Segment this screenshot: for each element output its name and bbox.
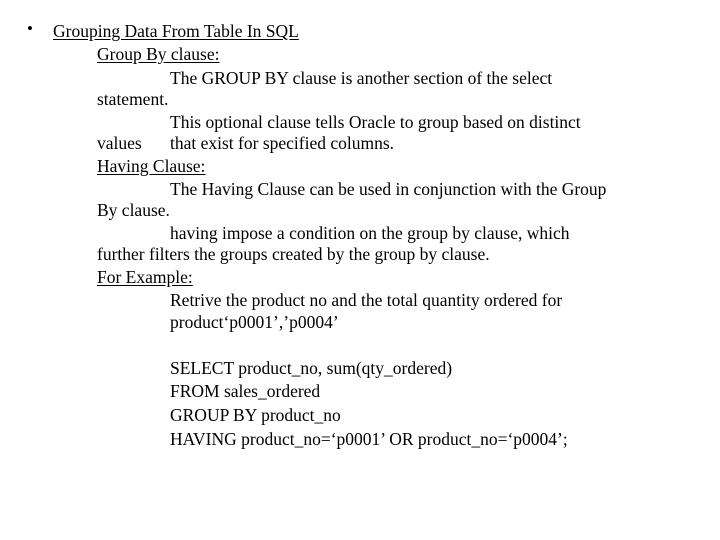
slide-heading: Grouping Data From Table In SQL — [53, 21, 299, 41]
group-by-line2-cont-b: that exist for specified columns. — [170, 133, 395, 153]
sql-line-from: FROM sales_ordered — [170, 381, 321, 401]
sql-line-group-by: GROUP BY product_no — [170, 405, 341, 425]
group-by-line1: The GROUP BY clause is another section of the select — [170, 68, 553, 88]
example-desc-line2: product‘p0001’,’p0004’ — [170, 312, 339, 332]
example-label: For Example: — [97, 267, 193, 287]
sql-line-having: HAVING product_no=‘p0001’ OR product_no=‘p0004’; — [170, 429, 568, 449]
having-line1: The Having Clause can be used in conjunction with the Group — [170, 179, 607, 199]
having-label: Having Clause: — [97, 156, 206, 176]
group-by-line2-cont-a: values — [97, 133, 142, 153]
sql-line-select: SELECT product_no, sum(qty_ordered) — [170, 358, 453, 378]
bullet-icon: • — [27, 19, 33, 38]
having-line1-cont: By clause. — [97, 200, 170, 220]
having-line2-cont: further filters the groups created by the group by clause. — [97, 244, 490, 264]
group-by-line2: This optional clause tells Oracle to group based on distinct — [170, 112, 581, 132]
group-by-line1-cont: statement. — [97, 89, 169, 109]
example-desc-line1: Retrive the product no and the total quantity ordered for — [170, 290, 563, 310]
group-by-label: Group By clause: — [97, 44, 220, 64]
having-line2: having impose a condition on the group by clause, which — [170, 223, 570, 243]
